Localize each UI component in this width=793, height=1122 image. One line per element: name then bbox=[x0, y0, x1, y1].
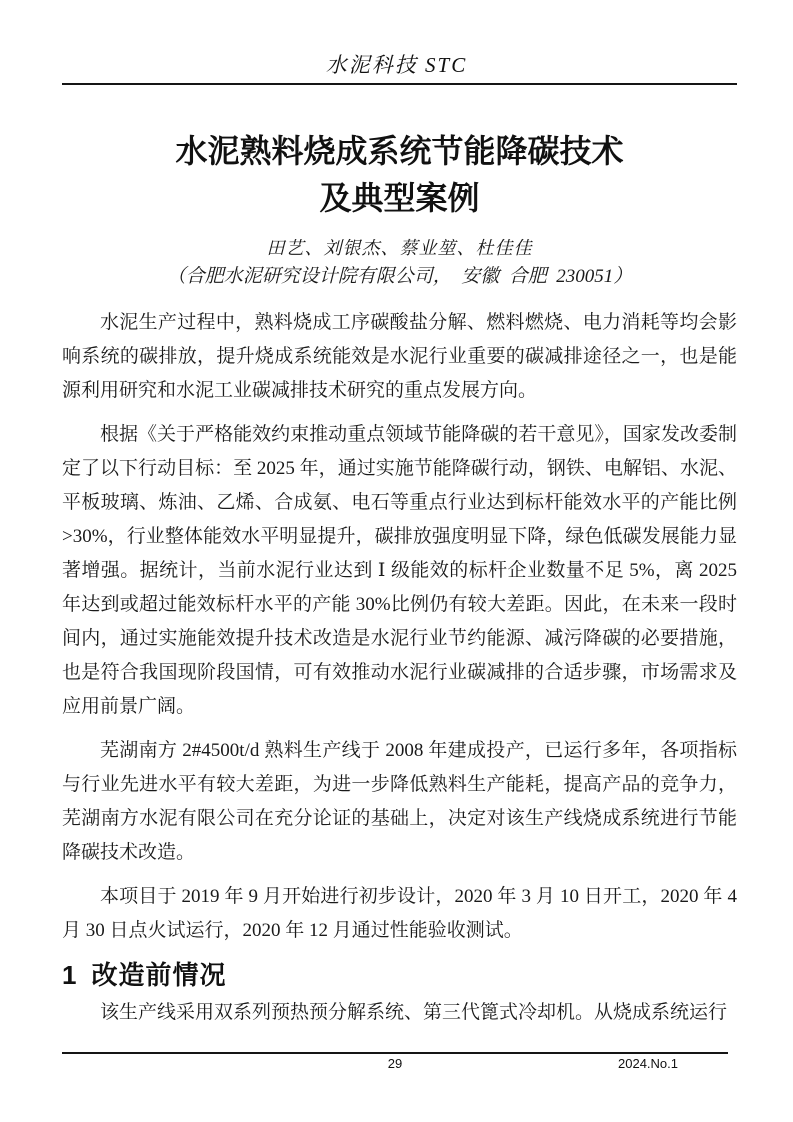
intro-paragraph-2: 根据《关于严格能效约束推动重点领域节能降碳的若干意见》，国家发改委制定了以下行动目标：至 2025 年，通过实施节能降碳行动，钢铁、电解铝、水泥、平板玻璃、炼油、乙烯、合成氨、电石等重点行业达到标杆能效水平的产能比例>30%，行业整体能效水平明显提升，碳排放强度明显下降，绿色低碳发展能力显著增强。据统计，当前水泥行业达到 Ⅰ 级能效的标杆企业数量不足 5%，离 2025 年达到或超过能效标杆水平的产能 30%比例仍有较大差距。因此，在未来一段时间内，通过实施能效提升技术改造是水泥行业节约能源、减污降碳的必要措施，也是符合我国现阶段国情，可有效推动水泥行业碳减排的合适步骤，市场需求及应用前景广阔。 bbox=[62, 424, 737, 717]
footer-rule bbox=[62, 1052, 728, 1054]
article-title bbox=[62, 128, 737, 222]
article-body bbox=[62, 128, 737, 1040]
intro-paragraph-4: 本项目于 2019 年 9 月开始进行初步设计，2020 年 3 月 10 日开工，2020 年 4 月 30 日点火试运行，2020 年 12 月通过性能验收测试。 bbox=[62, 886, 737, 941]
section-1-title: 改造前情况 bbox=[91, 960, 227, 990]
intro-paragraph-1: 水泥生产过程中，熟料烧成工序碳酸盐分解、燃料燃烧、电力消耗等均会影响系统的碳排放，提升烧成系统能效是水泥行业重要的碳减排途径之一，也是能源利用研究和水泥工业碳减排技术研究的重点发展方向。 bbox=[62, 312, 737, 401]
section-1-number: 1 bbox=[62, 960, 78, 990]
page-footer bbox=[62, 1056, 728, 1076]
journal-title: 水泥科技 STC bbox=[325, 53, 468, 77]
affiliation-line: （合肥水泥研究设计院有限公司， 安徽 合肥 230051） bbox=[166, 266, 633, 287]
intro-paragraph-3: 芜湖南方 2#4500t/d 熟料生产线于 2008 年建成投产，已运行多年，各项指标与行业先进水平有较大差距，为进一步降低熟料生产能耗，提高产品的竞争力，芜湖南方水泥有限公司在充分论证的基础上，决定对该生产线烧成系统进行节能降碳技术改造。 bbox=[62, 740, 737, 863]
header-rule bbox=[62, 83, 737, 85]
page-number: 29 bbox=[387, 1056, 403, 1071]
section-1-paragraph-1: 该生产线采用双系列预热预分解系统、第三代篦式冷却机。从烧成系统运行 bbox=[100, 1002, 728, 1023]
running-header bbox=[0, 49, 793, 79]
article-title-line-2: 及典型案例 bbox=[319, 180, 480, 216]
section-1-heading bbox=[62, 958, 737, 992]
authors-line: 田艺、刘银杰、蔡业堃、杜佳佳 bbox=[266, 238, 533, 258]
article-title-line-1: 水泥熟料烧成系统节能降碳技术 bbox=[175, 133, 624, 169]
issue-label: 2024.No.1 bbox=[618, 1056, 678, 1071]
